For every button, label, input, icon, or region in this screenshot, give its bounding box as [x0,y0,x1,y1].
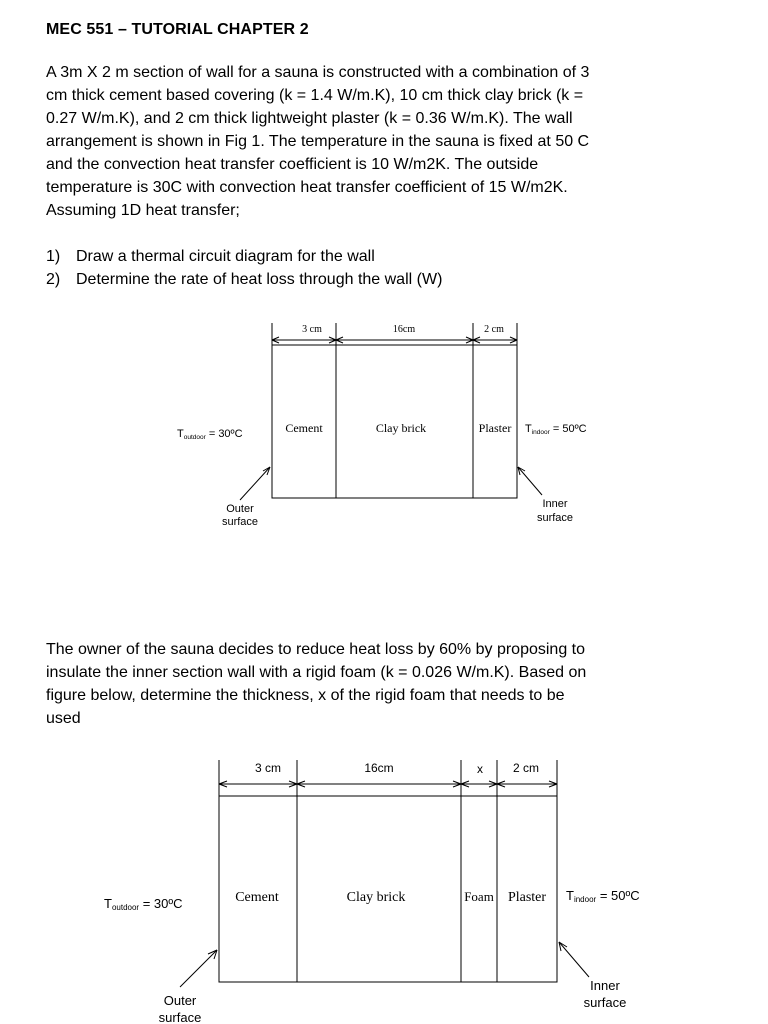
problem-part-2 [46,638,686,730]
text-line: The owner of the sauna decides to reduce heat loss by 60% by proposing to [46,641,586,658]
dim-brick: 16cm [392,324,416,335]
text-line: and the convection heat transfer coefficient is 10 W/m2K. The outside [46,156,539,173]
layer-foam: Foam [464,889,494,904]
t-indoor-label: Tindoor = 50ºC [566,888,640,904]
text-line: arrangement is shown in Fig 1. The temperature in the sauna is fixed at 50 C [46,133,590,150]
layer-plaster: Plaster [478,421,512,435]
text-line: temperature is 30C with convection heat transfer coefficient of 15 W/m2K. [46,179,568,196]
layer-brick: Clay brick [375,421,427,435]
text-line: Assuming 1D heat transfer; [46,202,240,219]
question-text: Draw a thermal circuit diagram for the wall [76,248,375,265]
inner-surface-label: Inner [542,498,568,510]
dim-cement: 3 cm [254,761,282,775]
document-title: MEC 551 – TUTORIAL CHAPTER 2 [46,21,309,38]
dim-cement: 3 cm [302,324,322,335]
layer-cement: Cement [285,421,323,435]
t-outdoor-label: Toutdoor = 30ºC [177,428,243,441]
question-list [46,245,442,291]
question-item [46,245,442,268]
t-indoor-label: Tindoor = 50ºC [525,423,587,436]
layer-cement: Cement [235,890,279,905]
question-item [46,268,442,291]
dim-brick: 16cm [364,761,394,775]
layer-brick: Clay brick [346,890,406,905]
text-line: figure below, determine the thickness, x of the rigid foam that needs to be [46,687,565,704]
question-text: Determine the rate of heat loss through the wall (W) [76,271,443,288]
inner-surface-label: Inner [590,978,620,993]
outer-surface-label: surface [221,516,259,528]
question-number: 2) [46,271,61,288]
text-line: A 3m X 2 m section of wall for a sauna is constructed with a combination of 3 [46,64,590,81]
dim-plaster: 2 cm [512,761,540,775]
dim-foam: x [477,762,483,776]
figure-2-wall-diagram [0,754,768,1024]
text-line: cm thick cement based covering (k = 1.4 W/m.K), 10 cm thick clay brick (k = [46,87,584,104]
outer-surface-label: Outer [163,993,197,1008]
problem-statement [46,61,686,222]
inner-surface-label: surface [583,995,627,1010]
text-line: used [46,710,81,727]
figure-1-wall-diagram [0,315,768,545]
t-outdoor-label: Toutdoor = 30ºC [104,896,183,912]
layer-plaster: Plaster [507,890,547,905]
question-number: 1) [46,248,61,265]
text-line: insulate the inner section wall with a rigid foam (k = 0.026 W/m.K). Based on [46,664,587,681]
outer-surface-label: Outer [226,503,254,515]
dim-plaster: 2 cm [484,324,504,335]
text-line: 0.27 W/m.K), and 2 cm thick lightweight plaster (k = 0.36 W/m.K). The wall [46,110,573,127]
outer-surface-label: surface [158,1010,202,1024]
inner-surface-label: surface [536,512,574,524]
